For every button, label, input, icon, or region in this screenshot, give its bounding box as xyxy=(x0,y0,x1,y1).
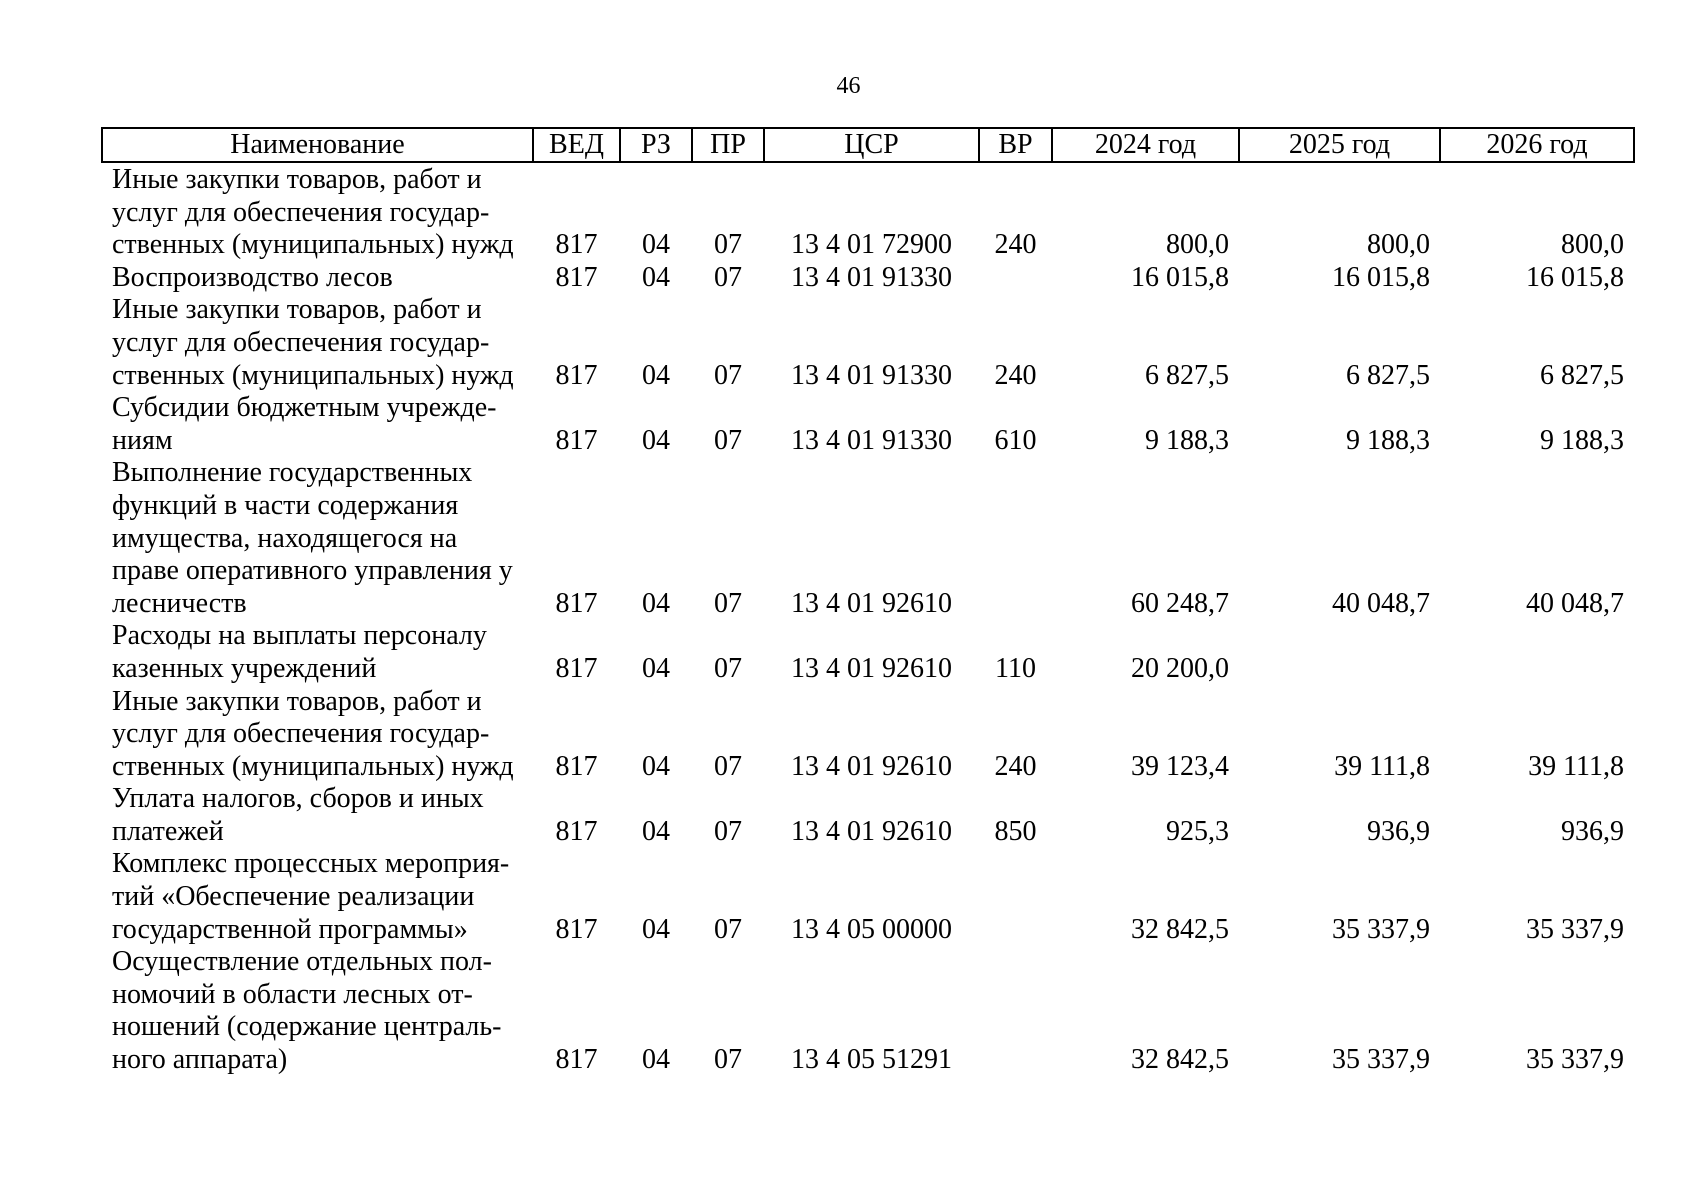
row-2026: 39 111,8 xyxy=(1528,750,1624,782)
row-name: Иные закупки товаров, работ и услуг для обеспечения государ- ственных (муниципальных) нужд xyxy=(112,294,514,391)
header-2026: 2026 год xyxy=(1440,128,1634,162)
row-vr: 110 xyxy=(995,652,1036,684)
row-vr: 850 xyxy=(994,815,1037,847)
row-pr: 07 xyxy=(714,229,742,261)
row-2025: 35 337,9 xyxy=(1332,913,1430,945)
row-name: Воспроизводство лесов xyxy=(112,261,393,293)
row-name: Уплата налогов, сборов и иных платежей xyxy=(112,783,484,847)
header-ved: ВЕД xyxy=(533,128,620,162)
row-2026: 9 188,3 xyxy=(1540,424,1624,456)
row-pr: 07 xyxy=(714,424,742,456)
row-pr: 07 xyxy=(714,359,742,391)
row-pr: 07 xyxy=(714,261,742,293)
row-csr: 13 4 01 92610 xyxy=(791,750,952,782)
row-2025: 40 048,7 xyxy=(1332,587,1430,619)
header-csr: ЦСР xyxy=(764,128,979,162)
row-2024: 39 123,4 xyxy=(1131,750,1229,782)
row-csr: 13 4 01 91330 xyxy=(791,359,952,391)
row-2025: 6 827,5 xyxy=(1346,359,1430,391)
row-rz: 04 xyxy=(642,359,670,391)
row-name: Иные закупки товаров, работ и услуг для обеспечения государ- ственных (муниципальных) нужд xyxy=(112,685,514,782)
row-ved: 817 xyxy=(555,359,598,391)
row-vr xyxy=(979,457,1052,620)
row-csr: 13 4 01 72900 xyxy=(791,229,952,261)
row-2026: 16 015,8 xyxy=(1526,261,1624,293)
row-2025: 39 111,8 xyxy=(1334,750,1430,782)
row-name: Расходы на выплаты персоналу казенных учреждений xyxy=(112,620,487,684)
row-2024: 32 842,5 xyxy=(1131,913,1229,945)
row-ved: 817 xyxy=(555,750,598,782)
row-vr: 240 xyxy=(994,750,1037,782)
row-vr xyxy=(979,262,1052,295)
row-pr: 07 xyxy=(714,750,742,782)
row-2024: 16 015,8 xyxy=(1131,261,1229,293)
row-name: Иные закупки товаров, работ и услуг для обеспечения государ- ственных (муниципальных) нужд xyxy=(112,164,514,261)
row-2024: 20 200,0 xyxy=(1131,652,1229,684)
row-2026 xyxy=(1440,620,1634,685)
row-2025: 9 188,3 xyxy=(1346,424,1430,456)
row-pr: 07 xyxy=(714,1044,742,1076)
table-row xyxy=(102,848,1634,946)
row-2025 xyxy=(1239,620,1440,685)
row-vr xyxy=(979,946,1052,1076)
row-name: Комплекс процессных мероприя- тий «Обеспечение реализации государственной программы» xyxy=(112,848,510,945)
row-rz: 04 xyxy=(642,1044,670,1076)
row-csr: 13 4 05 00000 xyxy=(791,913,952,945)
row-pr: 07 xyxy=(714,587,742,619)
header-name: Наименование xyxy=(102,128,533,162)
header-vr: ВР xyxy=(979,128,1052,162)
row-2026: 40 048,7 xyxy=(1526,587,1624,619)
row-csr: 13 4 01 91330 xyxy=(791,261,952,293)
row-name: Осуществление отдельных пол- номочий в области лесных от- ношений (содержание централь- ного аппарата) xyxy=(112,946,502,1076)
row-ved: 817 xyxy=(555,913,598,945)
table-row xyxy=(102,783,1634,848)
row-rz: 04 xyxy=(642,750,670,782)
row-ved: 817 xyxy=(555,652,598,684)
row-ved: 817 xyxy=(555,261,598,293)
row-ved: 817 xyxy=(555,424,598,456)
row-name: Выполнение государственных функций в части содержания имущества, находящегося на праве оперативного управления у лесничеств xyxy=(112,457,513,619)
header-rz: РЗ xyxy=(620,128,692,162)
row-rz: 04 xyxy=(642,652,670,684)
table-row xyxy=(102,294,1634,392)
row-rz: 04 xyxy=(642,815,670,847)
row-ved: 817 xyxy=(555,815,598,847)
row-name: Субсидии бюджетным учрежде- ниям xyxy=(112,392,497,456)
table-row xyxy=(102,620,1634,685)
row-2026: 6 827,5 xyxy=(1540,359,1624,391)
table-header-row xyxy=(102,128,1634,162)
row-rz: 04 xyxy=(642,261,670,293)
header-pr: ПР xyxy=(692,128,764,162)
row-csr: 13 4 01 92610 xyxy=(791,652,952,684)
row-2024: 32 842,5 xyxy=(1131,1044,1229,1076)
row-ved: 817 xyxy=(555,229,598,261)
row-2024: 60 248,7 xyxy=(1131,587,1229,619)
row-2024: 800,0 xyxy=(1166,229,1229,261)
row-2026: 35 337,9 xyxy=(1526,913,1624,945)
row-csr: 13 4 01 92610 xyxy=(791,815,952,847)
row-ved: 817 xyxy=(555,587,598,619)
row-csr: 13 4 05 51291 xyxy=(791,1044,952,1076)
row-rz: 04 xyxy=(642,424,670,456)
row-2024: 9 188,3 xyxy=(1145,424,1229,456)
row-csr: 13 4 01 91330 xyxy=(791,424,952,456)
table-row xyxy=(102,262,1634,295)
header-2025: 2025 год xyxy=(1239,128,1440,162)
row-2025: 936,9 xyxy=(1367,815,1430,847)
row-2024: 925,3 xyxy=(1166,815,1229,847)
row-rz: 04 xyxy=(642,587,670,619)
row-vr: 240 xyxy=(994,359,1037,391)
row-2026: 936,9 xyxy=(1561,815,1624,847)
row-vr: 610 xyxy=(994,424,1037,456)
budget-table xyxy=(101,127,1635,1077)
row-2025: 800,0 xyxy=(1367,229,1430,261)
row-ved: 817 xyxy=(555,1044,598,1076)
row-csr: 13 4 01 92610 xyxy=(791,587,952,619)
row-vr xyxy=(979,848,1052,946)
row-pr: 07 xyxy=(714,913,742,945)
row-2026: 800,0 xyxy=(1561,229,1624,261)
row-pr: 07 xyxy=(714,652,742,684)
row-2025: 35 337,9 xyxy=(1332,1044,1430,1076)
table-row xyxy=(102,392,1634,457)
row-rz: 04 xyxy=(642,913,670,945)
row-pr: 07 xyxy=(714,815,742,847)
table-row xyxy=(102,457,1634,620)
table-row xyxy=(102,946,1634,1076)
row-2024: 6 827,5 xyxy=(1145,359,1229,391)
table-row xyxy=(102,686,1634,784)
row-vr: 240 xyxy=(994,229,1037,261)
row-2026: 35 337,9 xyxy=(1526,1044,1624,1076)
row-rz: 04 xyxy=(642,229,670,261)
table-row xyxy=(102,162,1634,262)
header-2024: 2024 год xyxy=(1052,128,1239,162)
row-2025: 16 015,8 xyxy=(1332,261,1430,293)
page-number: 46 xyxy=(836,73,861,99)
